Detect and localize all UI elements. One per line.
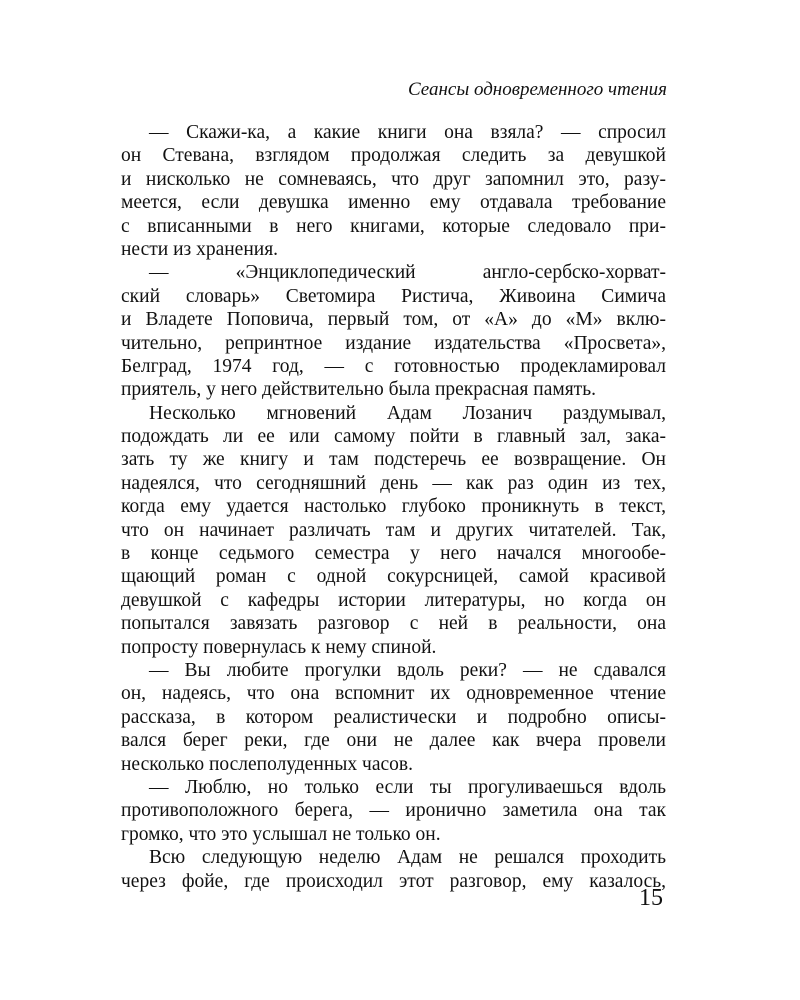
text-line: подождать ли ее или самому пойти в главный зал, зака-	[121, 426, 666, 448]
text-line: — Люблю, но только если ты прогуливаешься вдоль	[149, 776, 666, 798]
text-line: вался берег реки, где они не далее как вчера провели	[121, 730, 666, 752]
text-line: меется, если девушка именно ему отдавала требование	[121, 192, 666, 214]
text-line: — «Энциклопедический англо-сербско-хорват-	[149, 262, 666, 284]
text-line: что он начинает различать там и других читателей. Так,	[121, 519, 666, 541]
text-line: рассказа, в котором реалистически и подробно описы-	[121, 706, 666, 728]
text-line: противоположного берега, — иронично заметила она так	[121, 800, 666, 822]
text-line: Несколько мгновений Адам Лозанич раздумывал,	[149, 402, 666, 424]
text-line: через фойе, где происходил этот разговор, ему казалось,	[121, 870, 666, 892]
text-line: попросту повернулась к нему спиной.	[121, 636, 437, 658]
text-line: — Скажи-ка, а какие книги она взяла? — спросил	[149, 122, 666, 143]
text-line: приятель, у него действительно была прекрасная память.	[121, 379, 596, 401]
text-line: ский словарь» Светомира Ристича, Живоина Симича	[121, 285, 666, 307]
text-line: попытался завязать разговор с ней в реальности, она	[121, 613, 666, 635]
text-line: надеялся, что сегодняшний день — как раз один из тех,	[121, 472, 666, 494]
text-line: когда ему удается настолько глубоко проникнуть в текст,	[121, 496, 666, 518]
text-line: — Вы любите прогулки вдоль реки? — не сдавался	[149, 659, 666, 681]
text-line: Белград, 1974 год, — с готовностью продекламировал	[121, 355, 666, 377]
text-line: зать ту же книгу и там подстеречь ее возвращение. Он	[121, 449, 666, 471]
text-line: в конце седьмого семестра у него начался многообе-	[121, 543, 666, 565]
text-line: и нисколько не сомневаясь, что друг запомнил это, разу-	[121, 168, 666, 190]
text-line: несколько послеполуденных часов.	[121, 753, 413, 775]
text-line: нести из хранения.	[121, 238, 279, 260]
text-line: щающий роман с одной сокурсницей, самой красивой	[121, 566, 666, 588]
text-line: с вписанными в него книгами, которые следовало при-	[121, 215, 666, 237]
text-line: девушкой с кафедры истории литературы, но когда он	[121, 589, 666, 611]
body-text	[121, 121, 666, 893]
text-line: он, надеясь, что она вспомнит их одновременное чтение	[121, 683, 666, 705]
page-number: 15	[639, 885, 663, 911]
text-line: он Стевана, взглядом продолжая следить за девушкой	[121, 145, 666, 167]
text-line: чительно, репринтное издание издательства «Просвета»,	[121, 332, 666, 354]
text-line: Всю следующую неделю Адам не решался проходить	[149, 847, 666, 869]
text-line: и Владете Поповича, первый том, от «А» до «М» вклю-	[121, 309, 666, 331]
text-line: громко, что это услышал не только он.	[121, 823, 441, 845]
running-head: Сеансы одновременного чтения	[407, 79, 667, 100]
